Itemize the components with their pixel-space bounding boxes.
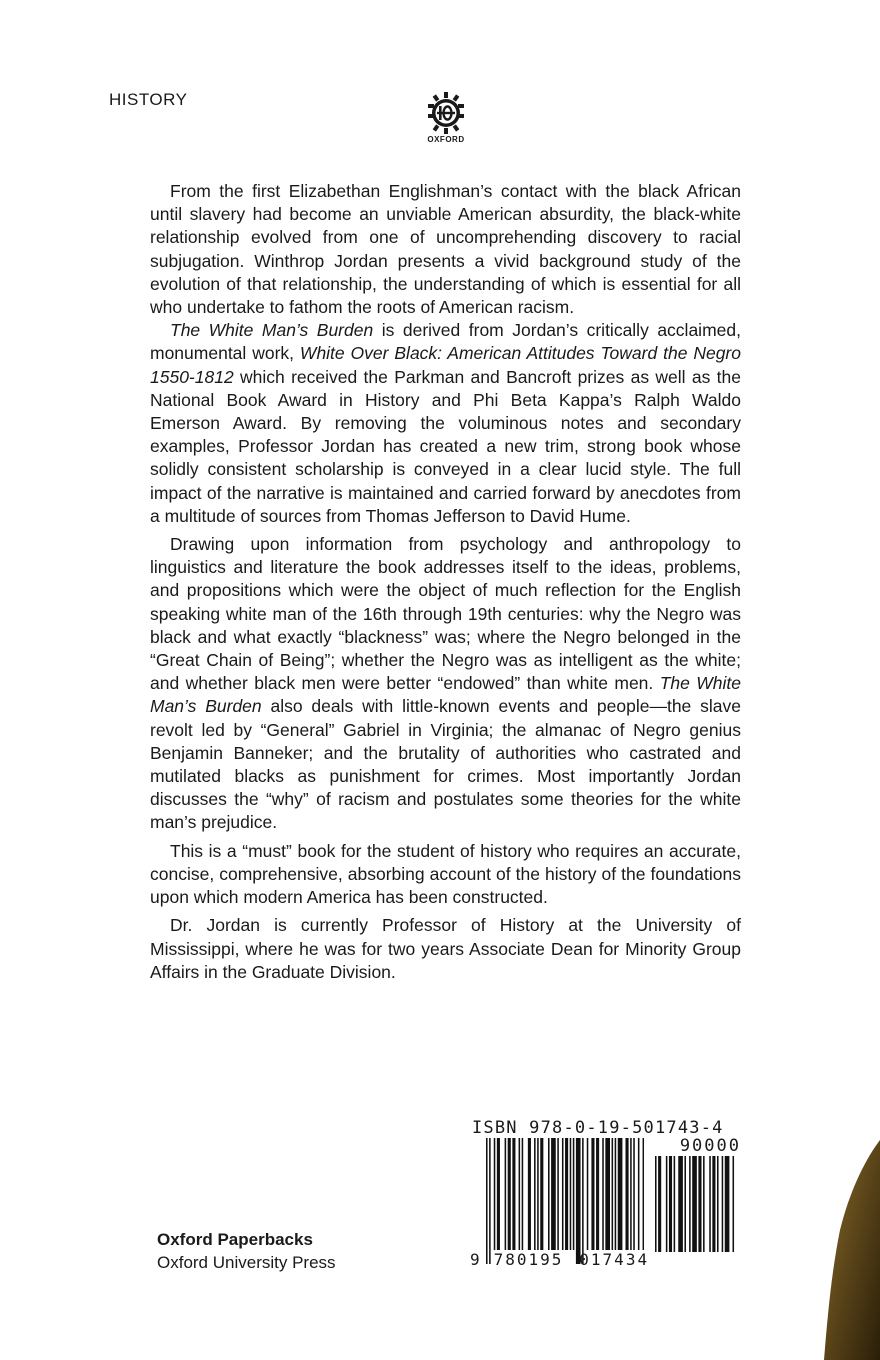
barcode-bar — [562, 1138, 564, 1250]
barcode-bar — [557, 1138, 559, 1250]
press-name: Oxford University Press — [157, 1253, 336, 1272]
blurb-text: is derived from Jordan’s critically acclaimed, monumental work, — [150, 320, 741, 364]
barcode-bar — [703, 1156, 705, 1252]
blurb-text: which received the Parkman and Bancroft prizes as well as the National Book Award in History and Phi Beta Kappa’s Ralph Waldo Emerson Award. By removing the voluminous notes and secondary examples, Professor Jordan has created a new trim, strong book whose solidly consistent scholarship is conveyed in a clear lucid style. The full impact of the narrative is maintained and carried forward by anecdotes from a multitude of sources from Thomas Jefferson to David Hume. — [150, 366, 741, 526]
barcode-bar — [618, 1138, 623, 1250]
barcode-bar — [612, 1138, 614, 1250]
price-barcode-bars — [655, 1156, 741, 1266]
ean-digits — [470, 1250, 649, 1269]
barcode-bar — [633, 1138, 635, 1250]
category-label: HISTORY — [109, 90, 188, 109]
barcode-bar — [602, 1138, 604, 1250]
barcode-bar — [537, 1138, 539, 1250]
barcode-bar — [733, 1156, 735, 1252]
blurb-text: Drawing upon information from psychology and anthropology to linguistics and literature the book addresses itself to the ideas, problems, and propositions which were the object of much reflection for the English speaking white man of the 16th through 19th centuries: why the Negro was black and what exactly “blackness” was; where the Negro belonged in the “Great Chain of Being”; whether the Negro was as intelligent as the white; and whether black men were better “endowed” than white men. — [150, 534, 741, 694]
barcode-bar — [684, 1156, 686, 1252]
barcode-bar — [505, 1138, 507, 1250]
barcode-bar — [692, 1156, 697, 1252]
barcode-bar — [548, 1138, 550, 1250]
barcode-bar — [689, 1156, 691, 1252]
barcode-bar — [626, 1138, 629, 1250]
back-cover-blurb — [150, 180, 741, 984]
barcode-bar — [698, 1156, 701, 1252]
imprint-name: Oxford Paperbacks — [157, 1230, 313, 1249]
barcode-bar — [489, 1138, 491, 1264]
book-title: The White Man’s Burden — [150, 673, 741, 717]
barcode-bar — [570, 1138, 572, 1250]
barcode-bar — [497, 1138, 500, 1250]
barcode-bar — [725, 1156, 730, 1252]
barcode-bar — [534, 1138, 536, 1250]
barcode-bar — [591, 1138, 594, 1250]
barcode-bar — [573, 1138, 575, 1250]
blurb-paragraph-5: Dr. Jordan is currently Professor of History at the University of Mississippi, where he was for two years Associate Dean for Minority Group Affairs in the Graduate Division. — [150, 915, 741, 982]
barcode-bar — [519, 1138, 521, 1250]
ean-left-group: 780195 — [493, 1250, 564, 1269]
barcode-bar — [615, 1138, 617, 1250]
barcode-bar — [582, 1138, 584, 1264]
barcode-bar — [669, 1156, 672, 1252]
price-code: 90000 — [679, 1136, 741, 1156]
barcode-bar — [540, 1138, 543, 1250]
barcode-bar — [658, 1156, 661, 1252]
book-title: The White Man’s Burden — [170, 320, 374, 341]
blurb-paragraph-4: This is a “must” book for the student of history who requires an accurate, concise, comprehensive, absorbing account of the history of the foundations upon which modern America has been constructed. — [150, 840, 741, 908]
barcode-bar — [565, 1138, 568, 1250]
barcode-bar — [674, 1156, 676, 1252]
ean-right-group: 017434 — [579, 1250, 650, 1269]
barcode-bar — [630, 1138, 632, 1250]
barcode-bar — [508, 1138, 511, 1250]
blurb-text: also deals with little-known events and people—the slave revolt led by “General” Gabriel in Virginia; the almanac of Negro genius Benjamin Banneker; and the brutality of authorities who castrated and mutilated blacks as punishment for crimes. Most importantly Jordan discusses the “why” of racism and postulates some theories for the white man’s prejudice. — [150, 696, 741, 833]
barcode-bar — [712, 1156, 715, 1252]
blurb-paragraph-1: From the first Elizabethan Englishman’s contact with the black African until slavery had become an unviable American absurdity, the black-white relationship evolved from one of uncomprehending discovery to racial subjugation. Winthrop Jordan presents a vivid background study of the evolution of that relationship, the understanding of which is essential for all who undertake to fathom the roots of American racism. — [150, 181, 741, 318]
book-spine-edge — [810, 1140, 880, 1360]
logo-label: OXFORD — [427, 135, 465, 144]
barcode-bar — [551, 1138, 556, 1250]
barcode-bar — [605, 1138, 610, 1250]
barcode-bar — [494, 1138, 496, 1250]
barcode-bar — [512, 1138, 515, 1250]
barcode-bar — [528, 1138, 531, 1250]
blurb-paragraph-2 — [150, 319, 741, 528]
barcode-bar — [596, 1138, 599, 1250]
barcode-bar — [655, 1156, 657, 1252]
ean-first-digit: 9 — [470, 1250, 480, 1269]
barcode-bar — [522, 1138, 524, 1250]
isbn-number: ISBN 978-0-19-501743-4 — [472, 1118, 724, 1138]
barcode-bar — [643, 1138, 644, 1250]
publisher-logo — [418, 92, 474, 154]
oxford-crest-icon — [426, 92, 466, 134]
barcode-bar — [576, 1138, 581, 1264]
source-work-title: White Over Black: American Attitudes Toward the Negro 1550-1812 — [150, 343, 741, 387]
barcode-bar — [638, 1138, 640, 1250]
barcode-bar — [709, 1156, 711, 1252]
ean-barcode-bars — [486, 1138, 644, 1266]
isbn-barcode — [470, 1118, 745, 1278]
barcode-bar — [717, 1156, 719, 1252]
publisher-block — [157, 1228, 336, 1274]
barcode-bar — [666, 1156, 668, 1252]
blurb-paragraph-3 — [150, 533, 741, 835]
barcode-bar — [678, 1156, 683, 1252]
barcode-bar — [587, 1138, 589, 1250]
barcode-bar — [486, 1138, 488, 1264]
barcode-bar — [722, 1156, 724, 1252]
